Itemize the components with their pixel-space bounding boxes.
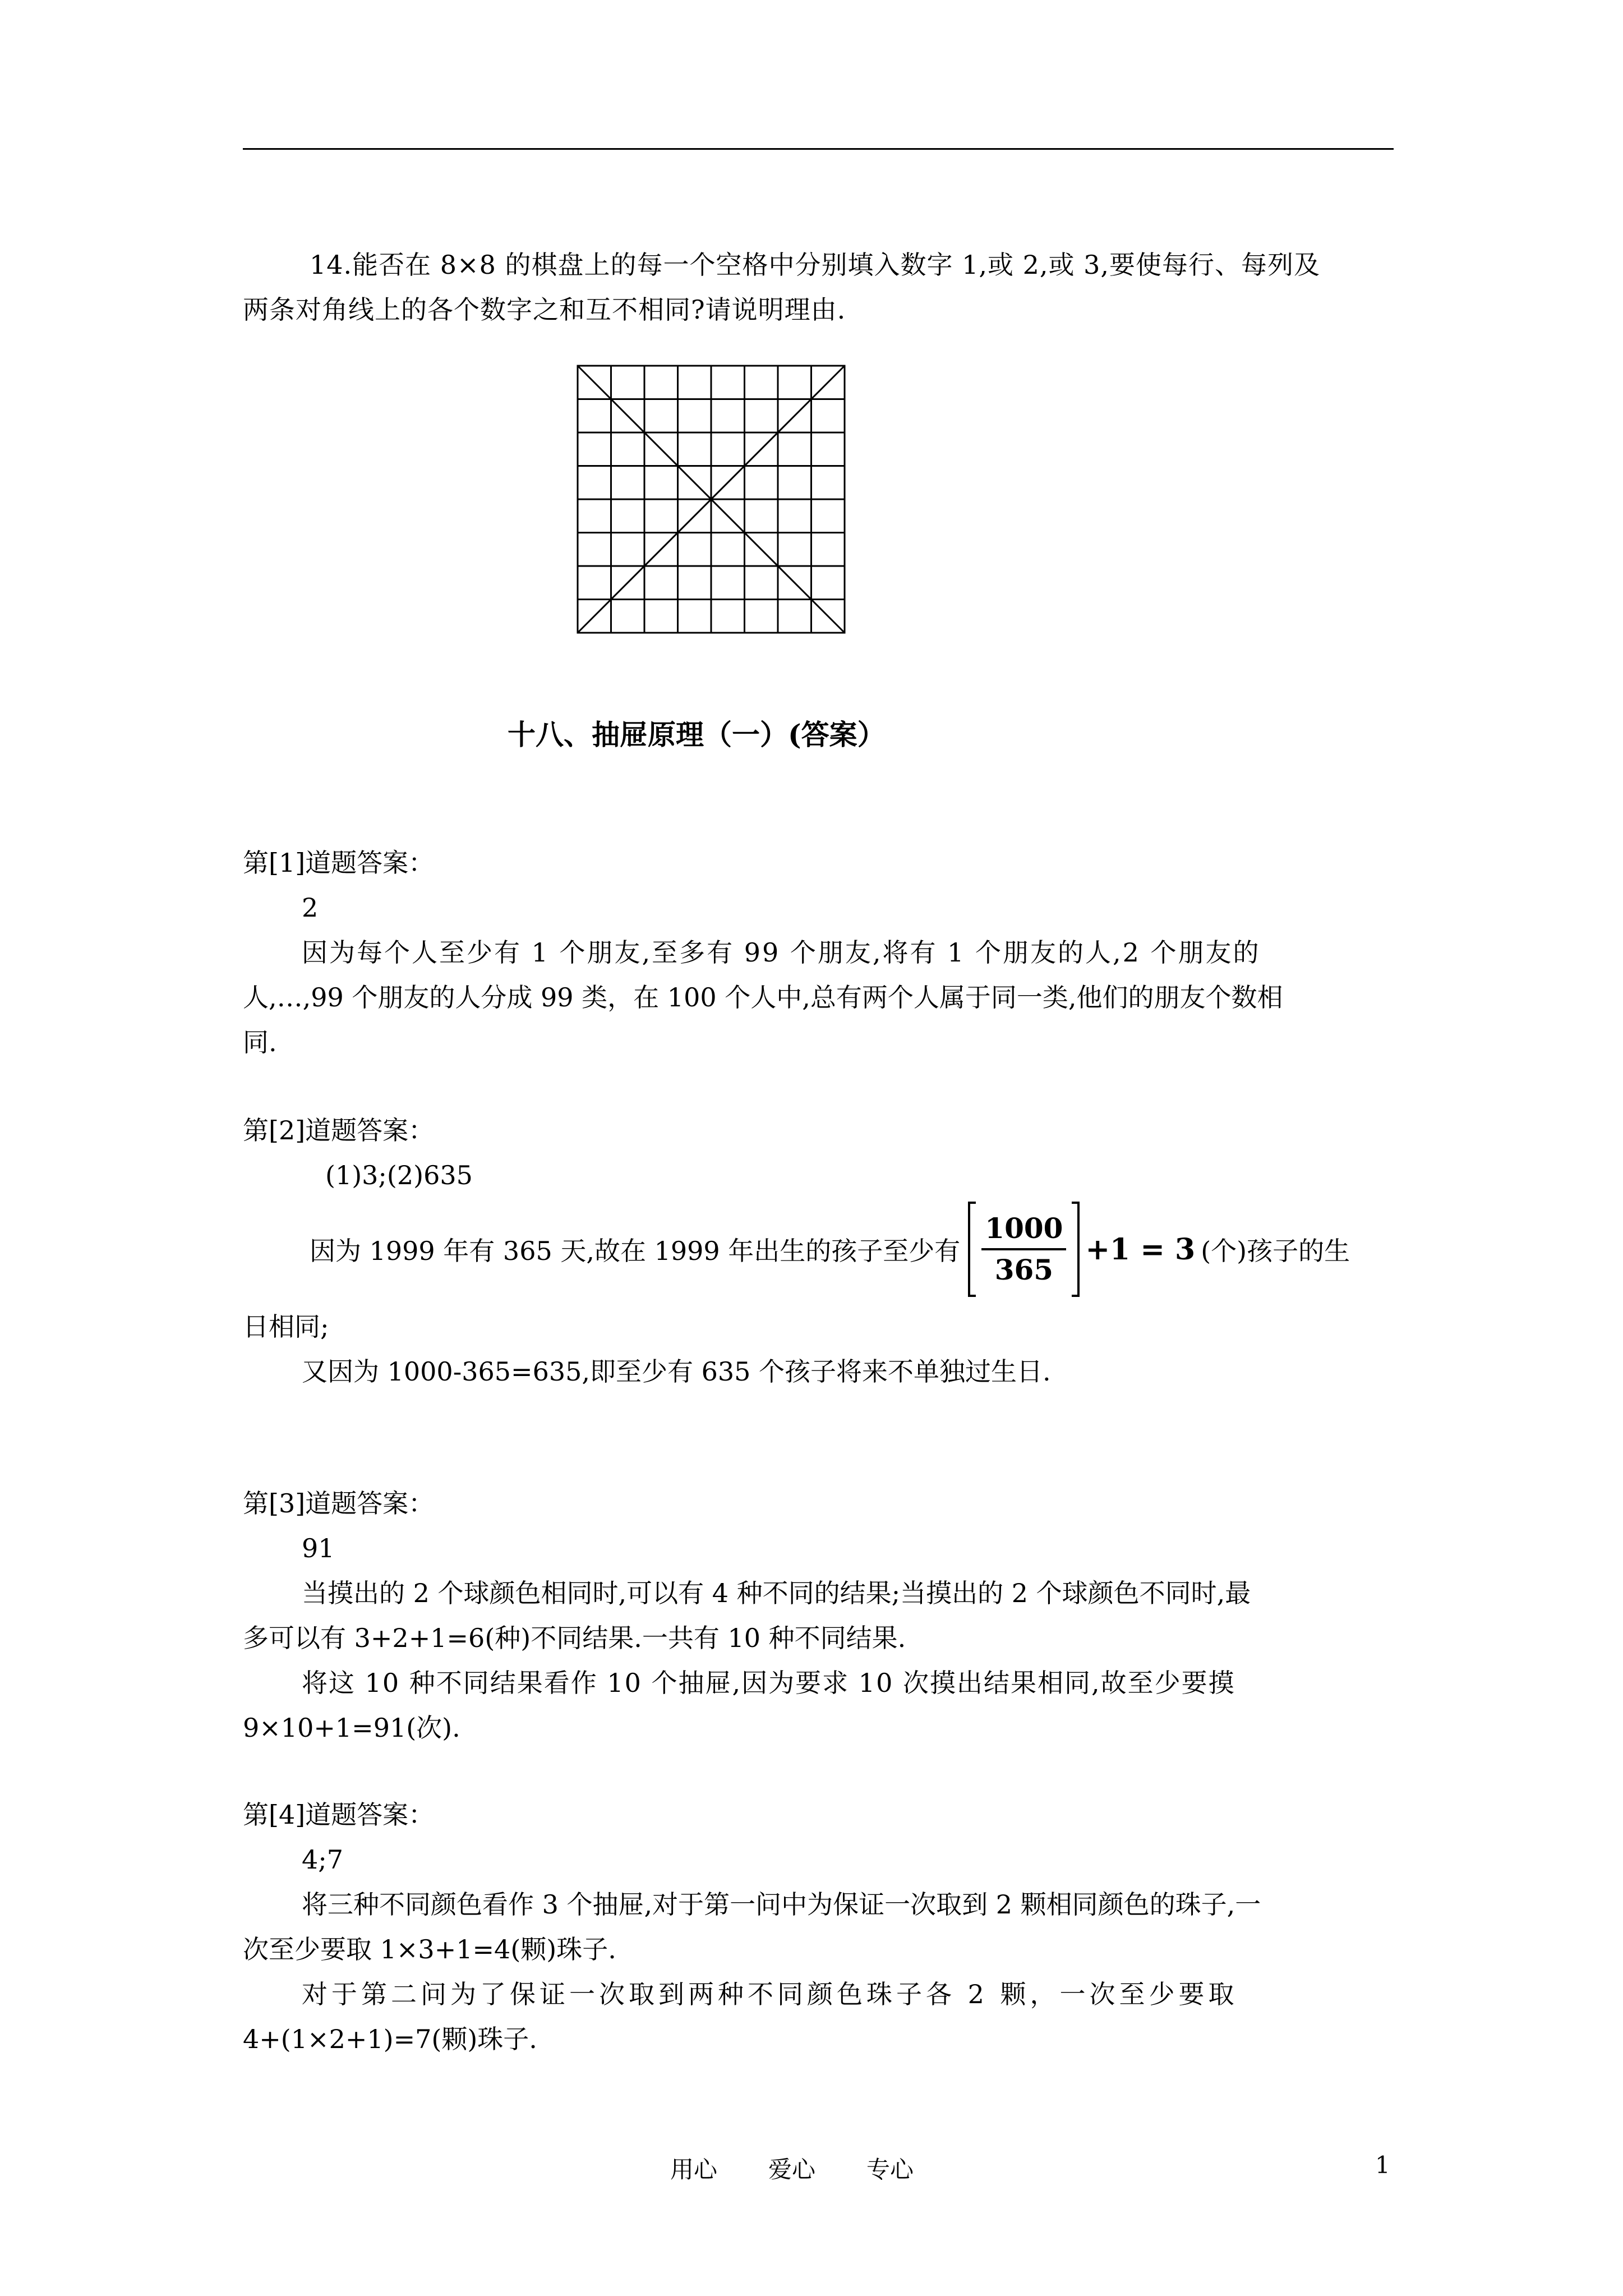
- footer-slogan-2: 爱心: [768, 2156, 816, 2183]
- answer-2-line-2: 日相同;: [243, 1312, 329, 1342]
- answer-2-formula-line: [310, 1202, 1350, 1297]
- header-rule: [243, 148, 1394, 150]
- left-bracket: [968, 1202, 976, 1297]
- right-bracket: [1072, 1202, 1080, 1297]
- answer-4-line-1: 将三种不同颜色看作 3 个抽屉,对于第一问中为保证一次取到 2 颗相同颜色的珠子,一: [302, 1889, 1261, 1920]
- answer-2-line-3: 又因为 1000-365=635,即至少有 635 个孩子将来不单独过生日.: [302, 1356, 1051, 1387]
- question-14-line-1: 14.能否在 8×8 的棋盘上的每一个空格中分别填入数字 1,或 2,或 3,要使每行、每列及: [310, 250, 1321, 280]
- answer-3-line-2: 多可以有 3+2+1=6(种)不同结果.一共有 10 种不同结果.: [243, 1623, 906, 1653]
- fraction-denominator: 365: [994, 1253, 1054, 1286]
- answer-2-label: 第[2]道题答案：: [243, 1115, 435, 1145]
- answer-4-label: 第[4]道题答案：: [243, 1800, 435, 1830]
- answer-4-value: 4;7: [302, 1844, 344, 1875]
- page-number: 1: [1375, 2151, 1390, 2179]
- chessboard-grid-diagram: [577, 365, 846, 634]
- answer-2-value: (1)3;(2)635: [325, 1160, 473, 1190]
- answer-4-line-3: 对于第二问为了保证一次取到两种不同颜色珠子各 2 颗，一次至少要取: [302, 1979, 1238, 2009]
- floor-fraction: [968, 1202, 1080, 1297]
- footer-slogan-1: 用心: [670, 2156, 718, 2183]
- question-14-line-2: 两条对角线上的各个数字之和互不相同?请说明理由.: [243, 295, 846, 325]
- answer-3-line-1: 当摸出的 2 个球颜色相同时,可以有 4 种不同的结果;当摸出的 2 个球颜色不同时,最: [302, 1578, 1251, 1608]
- answer-3-line-3: 将这 10 种不同结果看作 10 个抽屉,因为要求 10 次摸出结果相同,故至少要摸: [302, 1668, 1235, 1698]
- footer-slogan-3: 专心: [866, 2156, 914, 2183]
- answer-1-line-2: 人,…,99 个朋友的人分成 99 类，在 100 个人中,总有两个人属于同一类,他们的朋友个数相: [243, 982, 1283, 1013]
- answer-2-line-1-post: (个)孩子的生: [1201, 1236, 1350, 1266]
- answer-1-line-1: 因为每个人至少有 1 个朋友,至多有 99 个朋友,将有 1 个朋友的人,2 个朋友的: [302, 937, 1261, 968]
- fraction-numerator: 1000: [981, 1209, 1066, 1250]
- answer-4-line-2: 次至少要取 1×3+1=4(颗)珠子.: [243, 1934, 616, 1964]
- answer-3-value: 91: [302, 1533, 335, 1563]
- fraction: [981, 1209, 1066, 1290]
- answer-1-label: 第[1]道题答案：: [243, 848, 435, 878]
- formula-expression: +1 = 3: [1085, 1232, 1196, 1267]
- answer-1-value: 2: [302, 892, 319, 923]
- answer-1-line-3: 同.: [243, 1027, 277, 1057]
- answer-2-line-1-pre: 因为 1999 年有 365 天,故在 1999 年出生的孩子至少有: [310, 1236, 961, 1266]
- section-title: 十八、抽屉原理（一）(答案）: [508, 718, 886, 751]
- answer-3-label: 第[3]道题答案：: [243, 1488, 435, 1519]
- answer-3-line-4: 9×10+1=91(次).: [243, 1713, 460, 1743]
- answer-4-line-4: 4+(1×2+1)=7(颗)珠子.: [243, 2024, 537, 2054]
